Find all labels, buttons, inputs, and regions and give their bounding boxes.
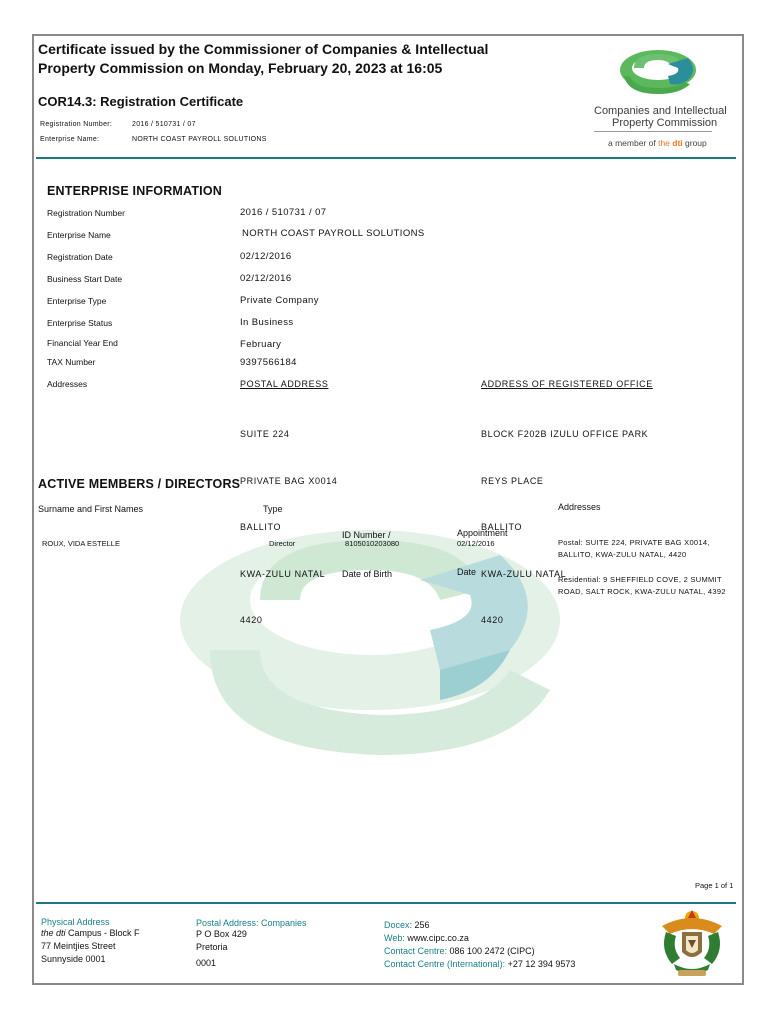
registered-line: KWA-ZULU NATAL	[481, 568, 567, 579]
registered-line: REYS PLACE	[481, 475, 544, 486]
header-divider	[36, 157, 736, 159]
postal-address-block	[240, 396, 337, 644]
value-financial-year-end: February	[240, 339, 282, 350]
postal-line: BALLITO	[240, 522, 282, 532]
label-addresses: Addresses	[47, 379, 88, 389]
postal-heading: Postal Address: Companies	[196, 918, 307, 928]
web-line	[384, 932, 575, 945]
value-enterprise-type: Private Company	[240, 295, 319, 306]
tagline-prefix: a member of	[608, 138, 659, 148]
logo-line-2: Property Commission	[612, 117, 718, 129]
physical-heading: Physical Address	[41, 917, 110, 927]
logo-tagline	[608, 138, 707, 148]
enterprise-info-title: ENTERPRISE INFORMATION	[47, 184, 223, 198]
physical-line-3: Sunnyside 0001	[41, 954, 106, 964]
docex-label: Docex:	[384, 920, 413, 930]
cipc-logo-icon	[618, 46, 698, 98]
label-tax-number: TAX Number	[47, 357, 96, 367]
director-name: ROUX, VIDA ESTELLE	[42, 539, 120, 548]
physical-line-1-rest: Campus - Block F	[65, 928, 140, 938]
col-type: Type	[263, 504, 283, 514]
meta-name-value: NORTH COAST PAYROLL SOLUTIONS	[132, 136, 267, 143]
value-enterprise-status: In Business	[240, 317, 294, 328]
value-registration-number: 2016 / 510731 / 07	[240, 207, 327, 218]
web-label: Web:	[384, 933, 405, 943]
col-id-line-2: Date of Birth	[342, 569, 393, 579]
value-tax-number: 9397566184	[240, 357, 297, 368]
contact-intl-value: +27 12 394 9573	[505, 959, 576, 969]
coat-of-arms-icon	[652, 906, 732, 980]
physical-line-1	[41, 927, 140, 940]
label-financial-year-end: Financial Year End	[47, 338, 118, 348]
heading-line-1: Certificate issued by the Commissioner of Companies & Intellectual	[38, 41, 489, 57]
docex-line	[384, 919, 575, 932]
value-enterprise-name: NORTH COAST PAYROLL SOLUTIONS	[242, 228, 425, 239]
postal-line-3: 0001	[196, 958, 217, 968]
meta-name-label: Enterprise Name:	[40, 136, 100, 143]
director-appointment: 02/12/2016	[457, 539, 495, 548]
logo-line-1: Companies and Intellectual	[594, 105, 727, 117]
label-enterprise-status: Enterprise Status	[47, 318, 113, 328]
director-type: Director	[269, 539, 296, 548]
footer-postal-address	[196, 918, 307, 970]
label-registration-date: Registration Date	[47, 252, 113, 262]
label-enterprise-name: Enterprise Name	[47, 230, 111, 240]
value-business-start-date: 02/12/2016	[240, 273, 292, 284]
certificate-heading	[38, 40, 488, 78]
meta-reg-label: Registration Number:	[40, 121, 113, 128]
col-appt-line-2: Date	[457, 567, 477, 577]
label-enterprise-type: Enterprise Type	[47, 296, 107, 306]
postal-line-1: P O Box 429	[196, 929, 247, 939]
contact-centre-label: Contact Centre:	[384, 946, 448, 956]
registered-line: 4420	[481, 615, 504, 625]
postal-line: KWA-ZULU NATAL	[240, 568, 326, 579]
heading-line-2: Property Commission on Monday, February 20, 2023 at 16:05	[38, 60, 443, 76]
director-residential-address: Residential: 9 SHEFFIELD COVE, 2 SUMMIT ROAD, SALT ROCK, KWA-ZULU NATAL, 4392	[558, 575, 726, 596]
meta-reg-value: 2016 / 510731 / 07	[132, 121, 196, 128]
footer-contact	[384, 919, 575, 971]
col-id-line-1: ID Number /	[342, 530, 391, 540]
contact-intl-line	[384, 958, 575, 971]
value-registration-date: 02/12/2016	[240, 251, 292, 262]
footer-divider	[36, 902, 736, 904]
tagline-suffix: group	[682, 138, 707, 148]
docex-value: 256	[412, 920, 430, 930]
contact-centre-value: 086 100 2472 (CIPC)	[447, 946, 535, 956]
logo-divider	[594, 131, 712, 132]
label-registration-number: Registration Number	[47, 208, 125, 218]
contact-centre-line	[384, 945, 575, 958]
col-appt-line-1: Appointment	[457, 528, 508, 538]
footer-physical-address	[41, 917, 140, 966]
directors-title: ACTIVE MEMBERS / DIRECTORS	[38, 477, 241, 491]
col-addresses: Addresses	[558, 502, 601, 512]
postal-address-heading: POSTAL ADDRESS	[240, 379, 329, 389]
page-number: Page 1 of 1	[695, 881, 734, 890]
director-id: 8105010203080	[345, 539, 400, 548]
registered-line: BALLITO	[481, 522, 523, 532]
postal-line-2: Pretoria	[196, 942, 228, 952]
physical-line-2: 77 Meintjies Street	[41, 941, 116, 951]
registered-line: BLOCK F202B IZULU OFFICE PARK	[481, 429, 649, 439]
web-value[interactable]: www.cipc.co.za	[404, 933, 469, 943]
physical-line-1-italic: the dti	[41, 928, 66, 938]
label-business-start-date: Business Start Date	[47, 274, 123, 284]
tagline-brand-dti: dti	[672, 138, 683, 148]
postal-line: PRIVATE BAG X0014	[240, 475, 338, 486]
postal-line: SUITE 224	[240, 429, 290, 439]
registered-office-heading: ADDRESS OF REGISTERED OFFICE	[481, 379, 653, 389]
col-name: Surname and First Names	[38, 504, 144, 514]
contact-intl-label: Contact Centre (International):	[384, 959, 506, 969]
postal-line: 4420	[240, 615, 263, 625]
certificate-type: COR14.3: Registration Certificate	[38, 94, 244, 109]
tagline-brand-the: the	[658, 138, 673, 148]
director-postal-address: Postal: SUITE 224, PRIVATE BAG X0014, BALLITO, KWA-ZULU NATAL, 4420	[558, 538, 710, 559]
